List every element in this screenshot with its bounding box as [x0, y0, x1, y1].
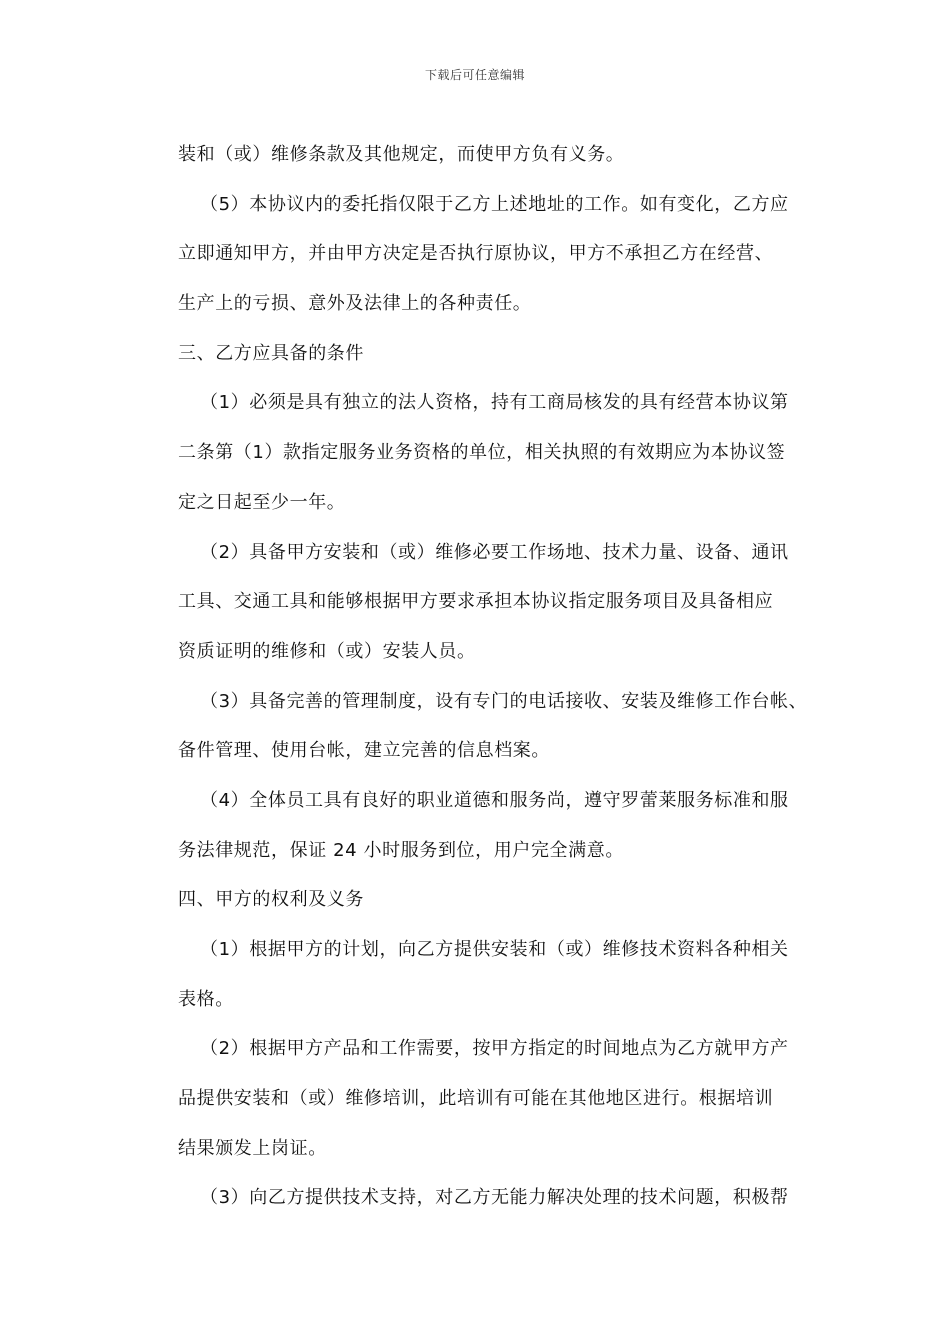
section-heading: 三、乙方应具备的条件	[178, 342, 364, 364]
text-line: （2）具备甲方安装和（或）维修必要工作场地、技术力量、设备、通讯	[200, 541, 789, 563]
text-line: 装和（或）维修条款及其他规定，而使甲方负有义务。	[178, 144, 625, 165]
document-body	[178, 130, 838, 1223]
text-line: 务法律规范，保证 24 小时服务到位，用户完全满意。	[178, 839, 624, 861]
text-line: 资质证明的维修和（或）安装人员。	[178, 640, 476, 662]
section-heading: 四、甲方的权利及义务	[178, 889, 364, 911]
text-line: （3）向乙方提供技术支持，对乙方无能力解决处理的技术问题，积极帮	[200, 1187, 789, 1209]
text-line: 工具、交通工具和能够根据甲方要求承担本协议指定服务项目及具备相应	[178, 591, 774, 613]
text-line: （1）根据甲方的计划，向乙方提供安装和（或）维修技术资料各种相关	[200, 939, 789, 960]
text-line: 备件管理、使用台帐，建立完善的信息档案。	[178, 740, 550, 762]
text-line: 定之日起至少一年。	[178, 491, 346, 513]
text-line: （3）具备完善的管理制度，设有专门的电话接收、安装及维修工作台帐、	[200, 690, 808, 712]
text-line: 表格。	[178, 988, 234, 1010]
text-line: （1）必须是具有独立的法人资格，持有工商局核发的具有经营本协议第	[200, 392, 789, 414]
text-line: 立即通知甲方，并由甲方决定是否执行原协议，甲方不承担乙方在经营、	[178, 243, 774, 265]
page-header: 下载后可任意编辑	[424, 68, 525, 82]
text-line: （5）本协议内的委托指仅限于乙方上述地址的工作。如有变化，乙方应	[200, 193, 789, 215]
text-line: 二条第（1）款指定服务业务资格的单位，相关执照的有效期应为本协议签	[178, 442, 786, 464]
text-line: 结果颁发上岗证。	[178, 1137, 327, 1159]
text-line: （4）全体员工具有良好的职业道德和服务尚，遵守罗蕾莱服务标准和服	[200, 789, 789, 811]
text-line: （2）根据甲方产品和工作需要，按甲方指定的时间地点为乙方就甲方产	[200, 1038, 789, 1060]
text-line: 生产上的亏损、意外及法律上的各种责任。	[178, 293, 532, 315]
text-line: 品提供安装和（或）维修培训，此培训有可能在其他地区进行。根据培训	[178, 1088, 774, 1110]
